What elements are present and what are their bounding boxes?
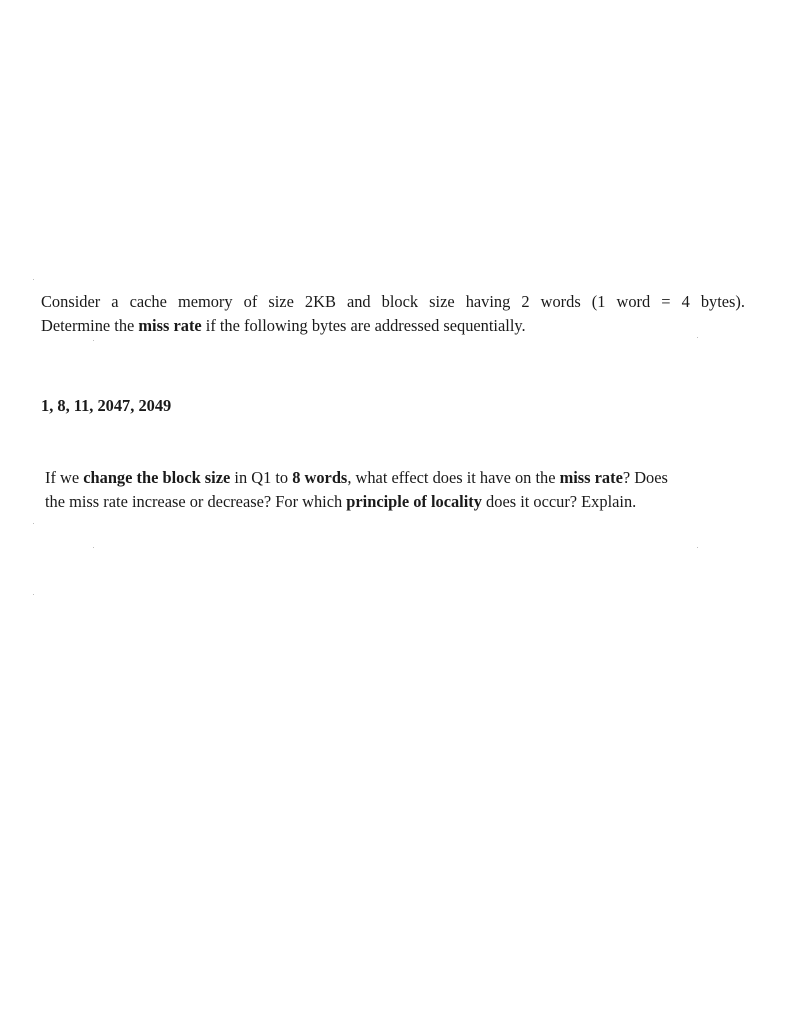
question-1-line-1: Consider a cache memory of size 2KB and block size having 2 words (1 word = 4 bytes). (41, 292, 745, 311)
question-2-line-2 (45, 490, 749, 514)
q2-text-part-4: ? Does (622, 468, 668, 487)
question-1-line-2 (41, 314, 745, 338)
q2-text-part-6: does it occur? Explain. (481, 492, 637, 511)
question-1-text (41, 290, 745, 338)
scan-speck (697, 337, 698, 338)
scan-speck (93, 547, 94, 548)
q2-text-part-2: in Q1 to (230, 468, 293, 487)
scan-speck (33, 279, 34, 280)
address-sequence: 1, 8, 11, 2047, 2049 (41, 396, 172, 415)
question-1-line-2-start: Determine the (41, 316, 139, 335)
scan-speck (697, 547, 698, 548)
question-1-line-2-end: if the following bytes are addressed sequentially. (201, 316, 526, 335)
eight-words-emphasis: 8 words (292, 468, 348, 487)
q2-text-part-5: the miss rate increase or decrease? For which (45, 492, 347, 511)
q2-text-part-1: If we (45, 468, 84, 487)
scan-speck (33, 594, 34, 595)
miss-rate-emphasis: miss rate (138, 316, 202, 335)
question-2-text (45, 466, 749, 514)
scan-speck (33, 523, 34, 524)
change-block-size-emphasis: change the block size (83, 468, 231, 487)
q2-miss-rate-emphasis: miss rate (559, 468, 623, 487)
q2-text-part-3: , what effect does it have on the (347, 468, 560, 487)
scan-speck (93, 340, 94, 341)
principle-of-locality-emphasis: principle of locality (346, 492, 482, 511)
question-2-line-1 (45, 466, 749, 490)
